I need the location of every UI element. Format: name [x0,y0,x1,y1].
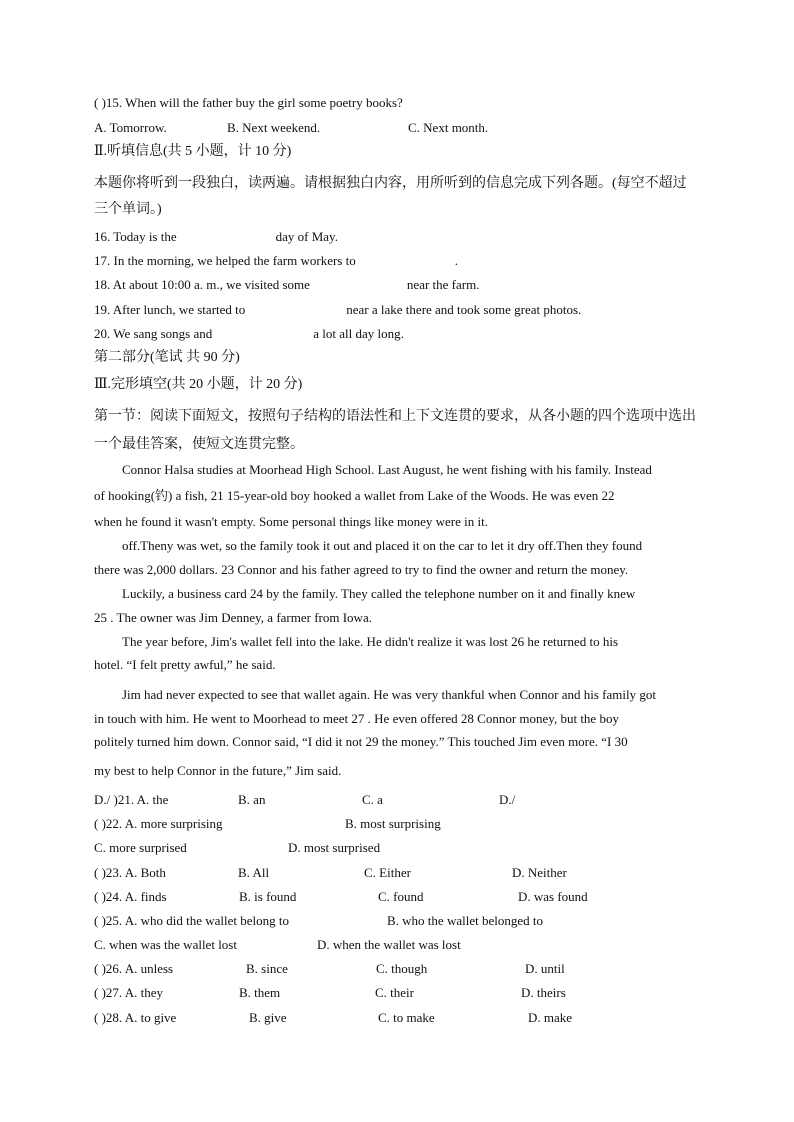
passage-line-1: Connor Halsa studies at Moorhead High School. Last August, he went fishing with his family. Instead [122,462,652,477]
passage-line-13: my best to help Connor in the future,” Jim said. [94,763,342,778]
question-27-option-a: ( )27. A. they [94,985,163,1000]
passage-line-7: 25 . The owner was Jim Denney, a farmer from Iowa. [94,610,372,625]
question-26-option-c: C. though [376,961,428,976]
question-25-option-c: C. when was the wallet lost [94,937,237,952]
section-3-instruction-line-2: 一个最佳答案，使短文连贯完整。 [94,437,304,452]
question-27-option-d: D. theirs [521,985,566,1000]
question-24-option-d: D. was found [518,889,588,904]
passage-line-4: off.Theny was wet, so the family took it out and placed it on the car to let it dry off.Then they found [122,538,643,553]
question-16-suffix: day of May. [275,229,338,244]
passage-line-8: The year before, Jim's wallet fell into the lake. He didn't realize it was lost 26 he returned to his [122,634,618,649]
question-17 [94,253,458,269]
question-22-option-b: B. most surprising [345,816,441,831]
question-15-option-c: C. Next month. [408,120,489,135]
question-15-stem: ( )15. When will the father buy the girl some poetry books? [94,95,403,110]
question-24-option-c: C. found [378,889,424,904]
section-2-instruction-line-2: 三个单词。) [94,202,162,217]
question-23-option-c: C. Either [364,865,411,880]
passage-line-2: of hooking(钓) a fish, 21 15-year-old boy hooked a wallet from Lake of the Woods. He was even 22 [94,488,615,503]
question-18 [94,277,479,293]
question-27-option-b: B. them [239,985,281,1000]
question-19 [94,302,581,318]
passage-line-11: in touch with him. He went to Moorhead to meet 27 . He even offered 28 Connor money, but the boy [94,711,619,726]
question-23-option-b: B. All [238,865,270,880]
question-28-option-a: ( )28. A. to give [94,1010,177,1025]
question-26-option-a: ( )26. A. unless [94,961,174,976]
question-21-option-a: D./ )21. A. the [94,792,169,807]
question-19-suffix: near a lake there and took some great photos. [346,302,582,317]
question-21-option-d: D./ [499,792,516,807]
question-28-option-c: C. to make [378,1010,435,1025]
question-25-option-d: D. when the wallet was lost [317,937,461,952]
passage-line-12: politely turned him down. Connor said, “I did it not 29 the money.” This touched Jim even more. “I 30 [94,734,628,749]
question-22-option-a: ( )22. A. more surprising [94,816,223,831]
question-28-option-d: D. make [528,1010,573,1025]
question-23-option-a: ( )23. A. Both [94,865,166,880]
passage-line-9: hotel. “I felt pretty awful,” he said. [94,657,276,672]
passage-line-10: Jim had never expected to see that wallet again. He was very thankful when Connor and his family got [122,687,656,702]
section-2-title: Ⅱ.听填信息(共 5 小题，计 10 分) [94,144,292,159]
question-28-option-b: B. give [249,1010,287,1025]
passage-line-5: there was 2,000 dollars. 23 Connor and his father agreed to try to find the owner and return the money. [94,562,629,577]
section-3-instruction-line-1: 第一节：阅读下面短文，按照句子结构的语法性和上下文连贯的要求，从各小题的四个选项中选出 [94,409,696,424]
part-2-title: 第二部分(笔试 共 90 分) [94,350,240,365]
question-20-suffix: a lot all day long. [313,326,404,341]
question-21-option-b: B. an [238,792,266,807]
section-2-instruction-line-1: 本题你将听到一段独白，读两遍。请根据独白内容，用所听到的信息完成下列各题。(每空不超过 [94,176,687,191]
question-17-suffix: . [454,253,458,268]
question-18-prefix: 18. At about 10:00 a. m., we visited some [94,277,310,292]
question-16 [94,229,338,245]
question-19-prefix: 19. After lunch, we started to [94,302,246,317]
question-26-option-b: B. since [246,961,288,976]
section-3-title: Ⅲ.完形填空(共 20 小题，计 20 分) [94,377,303,392]
question-25-option-b: B. who the wallet belonged to [387,913,543,928]
passage-line-6: Luckily, a business card 24 by the family. They called the telephone number on it and finally knew [122,586,636,601]
question-23-option-d: D. Neither [512,865,567,880]
question-25-option-a: ( )25. A. who did the wallet belong to [94,913,289,928]
question-21-option-c: C. a [362,792,383,807]
passage-line-3: when he found it wasn't empty. Some personal things like money were in it. [94,514,488,529]
question-18-suffix: near the farm. [406,277,480,292]
question-22-option-c: C. more surprised [94,840,187,855]
question-26-option-d: D. until [525,961,565,976]
question-22-option-d: D. most surprised [288,840,381,855]
question-17-prefix: 17. In the morning, we helped the farm workers to [94,253,356,268]
question-16-prefix: 16. Today is the [94,229,177,244]
question-20 [94,326,404,342]
question-24-option-b: B. is found [239,889,297,904]
question-15-option-b: B. Next weekend. [227,120,321,135]
question-15-option-a: A. Tomorrow. [94,120,167,135]
question-24-option-a: ( )24. A. finds [94,889,167,904]
question-20-prefix: 20. We sang songs and [94,326,213,341]
question-27-option-c: C. their [375,985,414,1000]
